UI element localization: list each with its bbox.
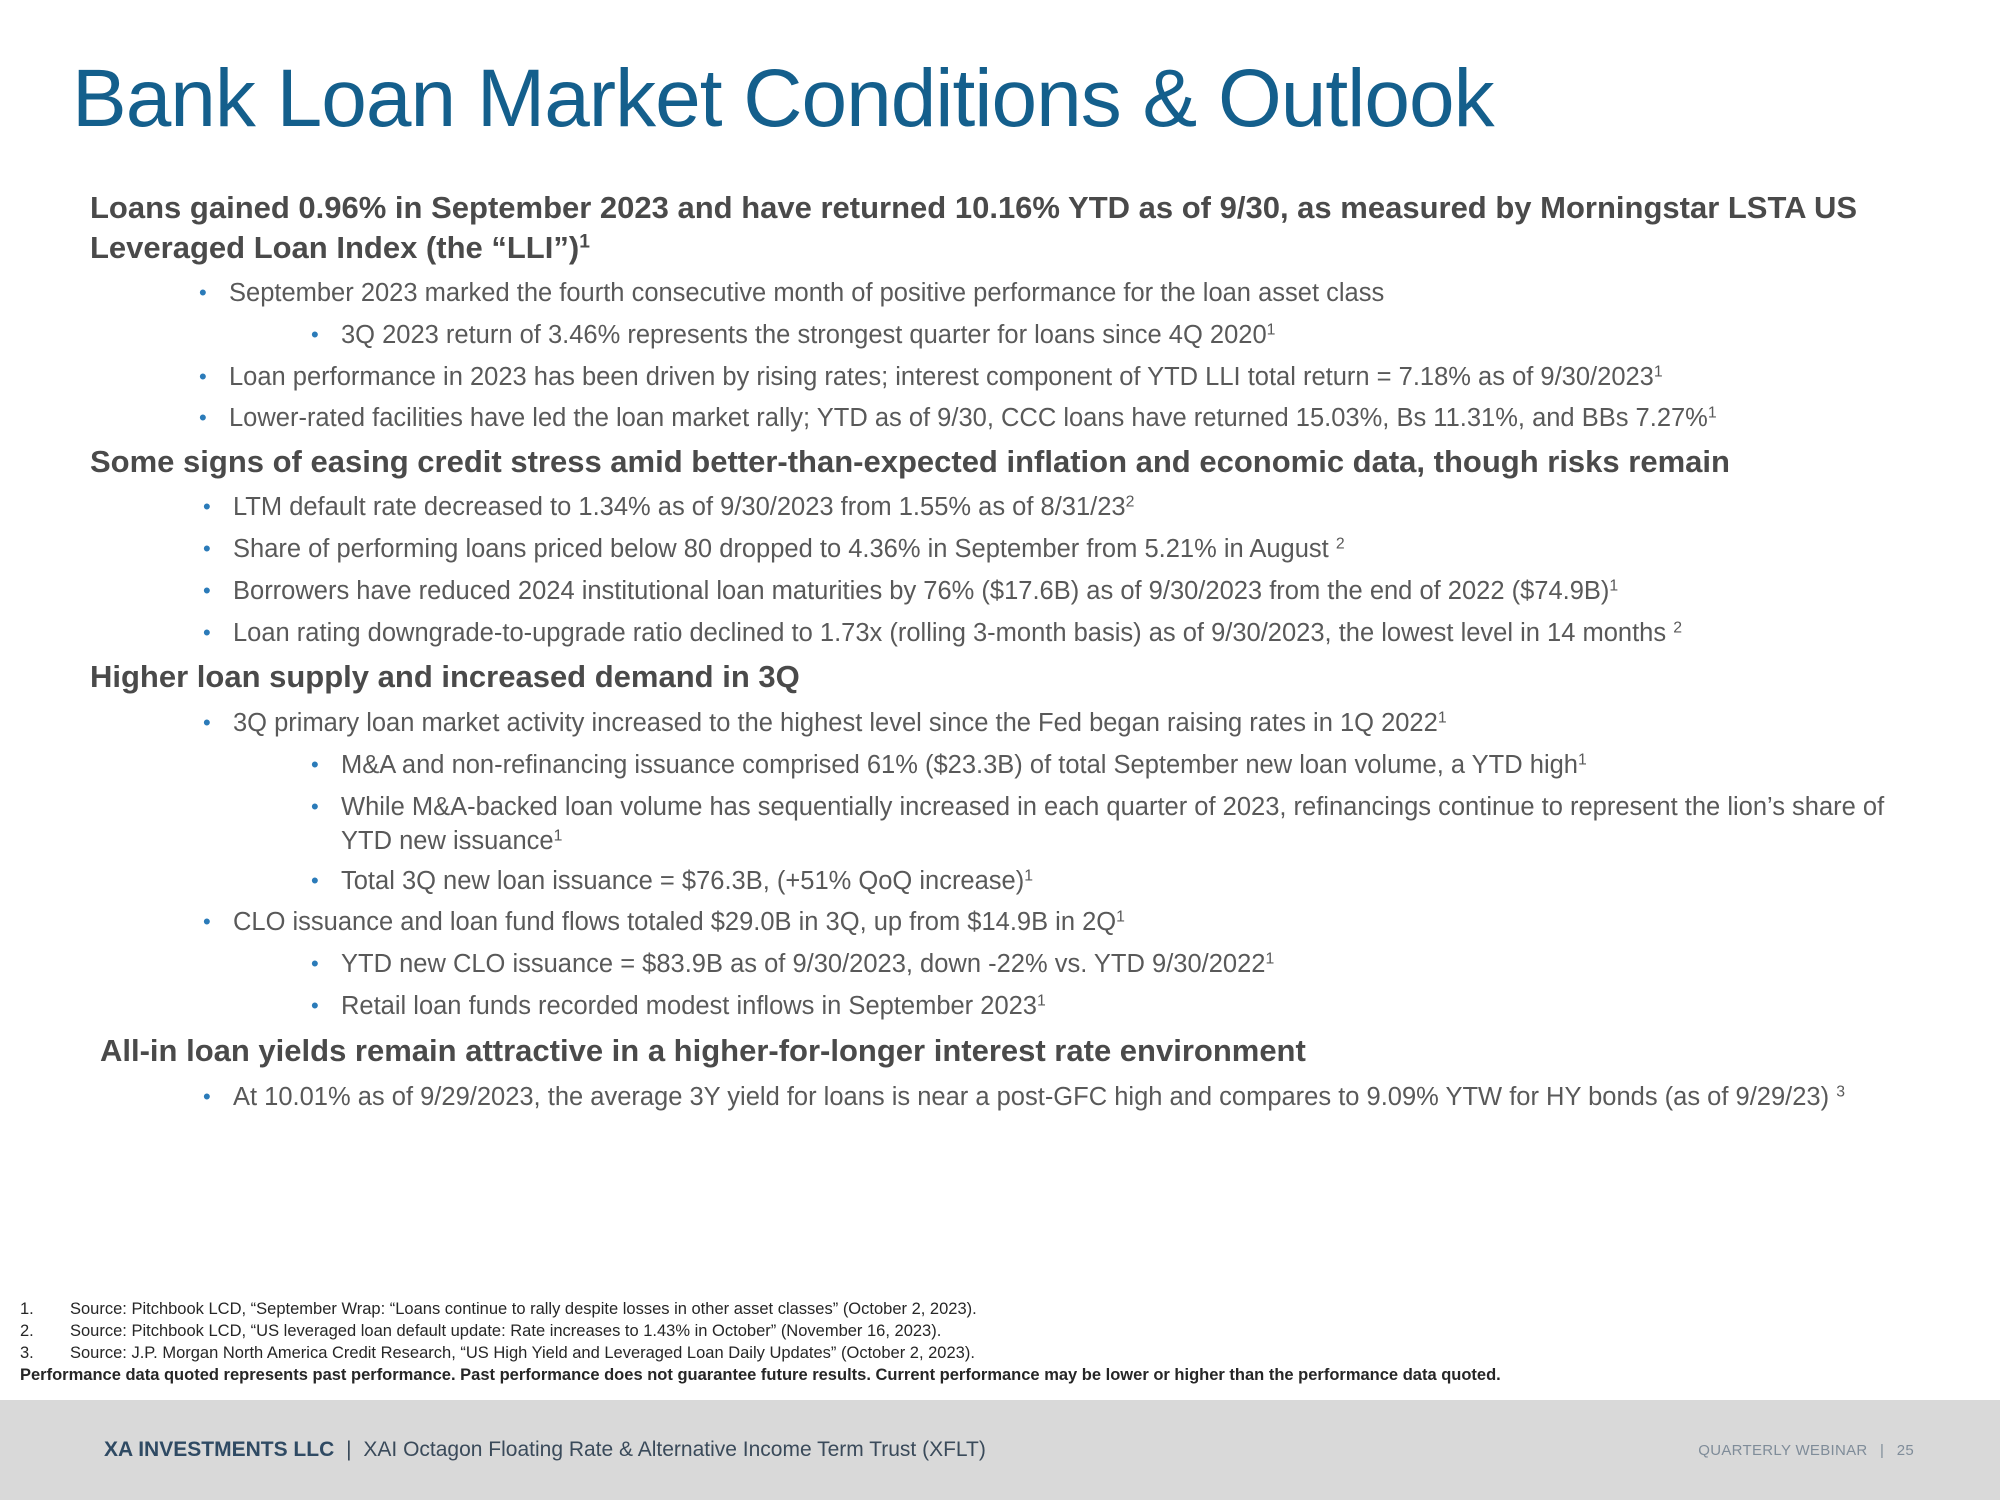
bullet-dot-icon: • xyxy=(311,993,319,1018)
section-heading-loan-returns: Loans gained 0.96% in September 2023 and have returned 10.16% YTD as of 9/30, as measured by Morningstar LSTA US Leveraged Loan Index (the “LLI”)$^1$ xyxy=(90,190,1858,265)
bullet-dot-icon: • xyxy=(311,868,319,893)
footer-page-info xyxy=(1698,1442,1914,1459)
bullet-dot-icon: • xyxy=(203,578,211,603)
bullet-item: • Lower-rated facilities have led the loan market rally; YTD as of 9/30, CCC loans have returned 15.03%, Bs 11.31%, and BBs 7.27%$^1$ xyxy=(229,401,1929,435)
footnote-item: 1. Source: Pitchbook LCD, “September Wrap: “Loans continue to rally despite losses in other asset classes” (October 2, 2023). xyxy=(20,1300,977,1318)
footer-company-line xyxy=(104,1438,986,1462)
bullet-dot-icon: • xyxy=(203,620,211,645)
bullet-dot-icon: • xyxy=(311,752,319,777)
footer-webinar-label: QUARTERLY WEBINAR xyxy=(1698,1442,1868,1459)
sub-bullet-item: • Total 3Q new loan issuance = $76.3B, (+51% QoQ increase)$^1$ xyxy=(341,864,2000,898)
bullet-item: • LTM default rate decreased to 1.34% as of 9/30/2023 from 1.55% as of $8/31/23^2$ xyxy=(233,490,1933,524)
footnote-item: 2. Source: Pitchbook LCD, “US leveraged loan default update: Rate increases to 1.43% in October” (November 16, 2023). xyxy=(20,1322,942,1340)
bullet-item: • At 10.01% as of 9/29/2023, the average 3Y yield for loans is near a post-GFC high and compares to 9.09% YTW for HY bonds (as of 9/29/23) $^3$ xyxy=(233,1080,1873,1114)
bullet-dot-icon: • xyxy=(199,280,207,305)
section-heading-credit-stress: Some signs of easing credit stress amid better-than-expected inflation and economic data, though risks remain xyxy=(90,444,1730,479)
bullet-dot-icon: • xyxy=(203,536,211,561)
bullet-item: • Loan performance in 2023 has been driven by rising rates; interest component of YTD LLI total return = 7.18% as of 9/30/2023$^1$ xyxy=(229,360,1929,394)
page-number: 25 xyxy=(1896,1442,1914,1459)
sub-bullet-item: • Retail loan funds recorded modest inflows in September 2023$^1$ xyxy=(341,989,2000,1023)
section-heading-loan-supply: Higher loan supply and increased demand in 3Q xyxy=(90,659,800,694)
footer-right-separator: | xyxy=(1880,1442,1885,1459)
bullet-dot-icon: • xyxy=(203,710,211,735)
sub-bullet-item: • M&A and non-refinancing issuance comprised 61% ($23.3B) of total September new loan volume, a YTD high$^1$ xyxy=(341,748,2000,782)
footer-fund-name: XAI Octagon Floating Rate & Alternative Income Term Trust (XFLT) xyxy=(363,1438,986,1461)
footer-bar xyxy=(0,1400,2000,1500)
page-title: Bank Loan Market Conditions & Outlook xyxy=(72,53,1494,144)
bullet-dot-icon: • xyxy=(203,1084,211,1109)
bullet-item: • CLO issuance and loan fund flows totaled $29.0B in 3Q, up from $14.9B in $2Q^1$ xyxy=(233,905,1933,939)
bullet-item: • Loan rating downgrade-to-upgrade ratio declined to 1.73x (rolling 3-month basis) as of 9/30/2023, the lowest level in 14 months $^2$ xyxy=(233,616,1933,650)
bullet-dot-icon: • xyxy=(203,909,211,934)
bullet-dot-icon: • xyxy=(311,951,319,976)
bullet-item: • Borrowers have reduced 2024 institutional loan maturities by 76% ($17.6B) as of 9/30/2023 from the end of 2022 ($74.9B)$^1$ xyxy=(233,574,1933,608)
footnote-item: 3. Source: J.P. Morgan North America Credit Research, “US High Yield and Leveraged Loan Daily Updates” (October 2, 2023). xyxy=(20,1344,975,1362)
sub-bullet-item: • While M&A-backed loan volume has sequentially increased in each quarter of 2023, refinancings continue to represent the lion’s share of YTD new issuance$^1$ xyxy=(341,790,1901,858)
footer-separator: | xyxy=(346,1438,352,1461)
footer-company: XA INVESTMENTS LLC xyxy=(104,1438,335,1461)
bullet-dot-icon: • xyxy=(203,494,211,519)
bullet-item: • Share of performing loans priced below 80 dropped to 4.36% in September from 5.21% in August $^2$ xyxy=(233,532,1933,566)
footnotes xyxy=(20,1298,1980,1386)
bullet-dot-icon: • xyxy=(199,405,207,430)
bullet-dot-icon: • xyxy=(311,322,319,347)
bullet-item: • 3Q primary loan market activity increased to the highest level since the Fed began raising rates in 1Q 2022$^1$ xyxy=(233,706,1933,740)
bullet-dot-icon: • xyxy=(199,364,207,389)
sub-bullet-item: • 3Q 2023 return of 3.46% represents the strongest quarter for loans since 4Q 2020$^1$ xyxy=(341,318,2000,352)
section-heading-loan-yields: All-in loan yields remain attractive in a higher-for-longer interest rate environment xyxy=(100,1033,1306,1068)
sub-bullet-item: • YTD new CLO issuance = $83.9B as of 9/30/2023, down -22% vs. YTD 9/30/2022$^1$ xyxy=(341,947,2000,981)
performance-disclaimer: Performance data quoted represents past performance. Past performance does not guarantee future results. Current performance may be lower or higher than the performance data quoted. xyxy=(20,1366,1501,1384)
bullet-item: • September 2023 marked the fourth consecutive month of positive performance for the loan asset class xyxy=(229,276,1929,310)
bullet-dot-icon: • xyxy=(311,794,319,819)
